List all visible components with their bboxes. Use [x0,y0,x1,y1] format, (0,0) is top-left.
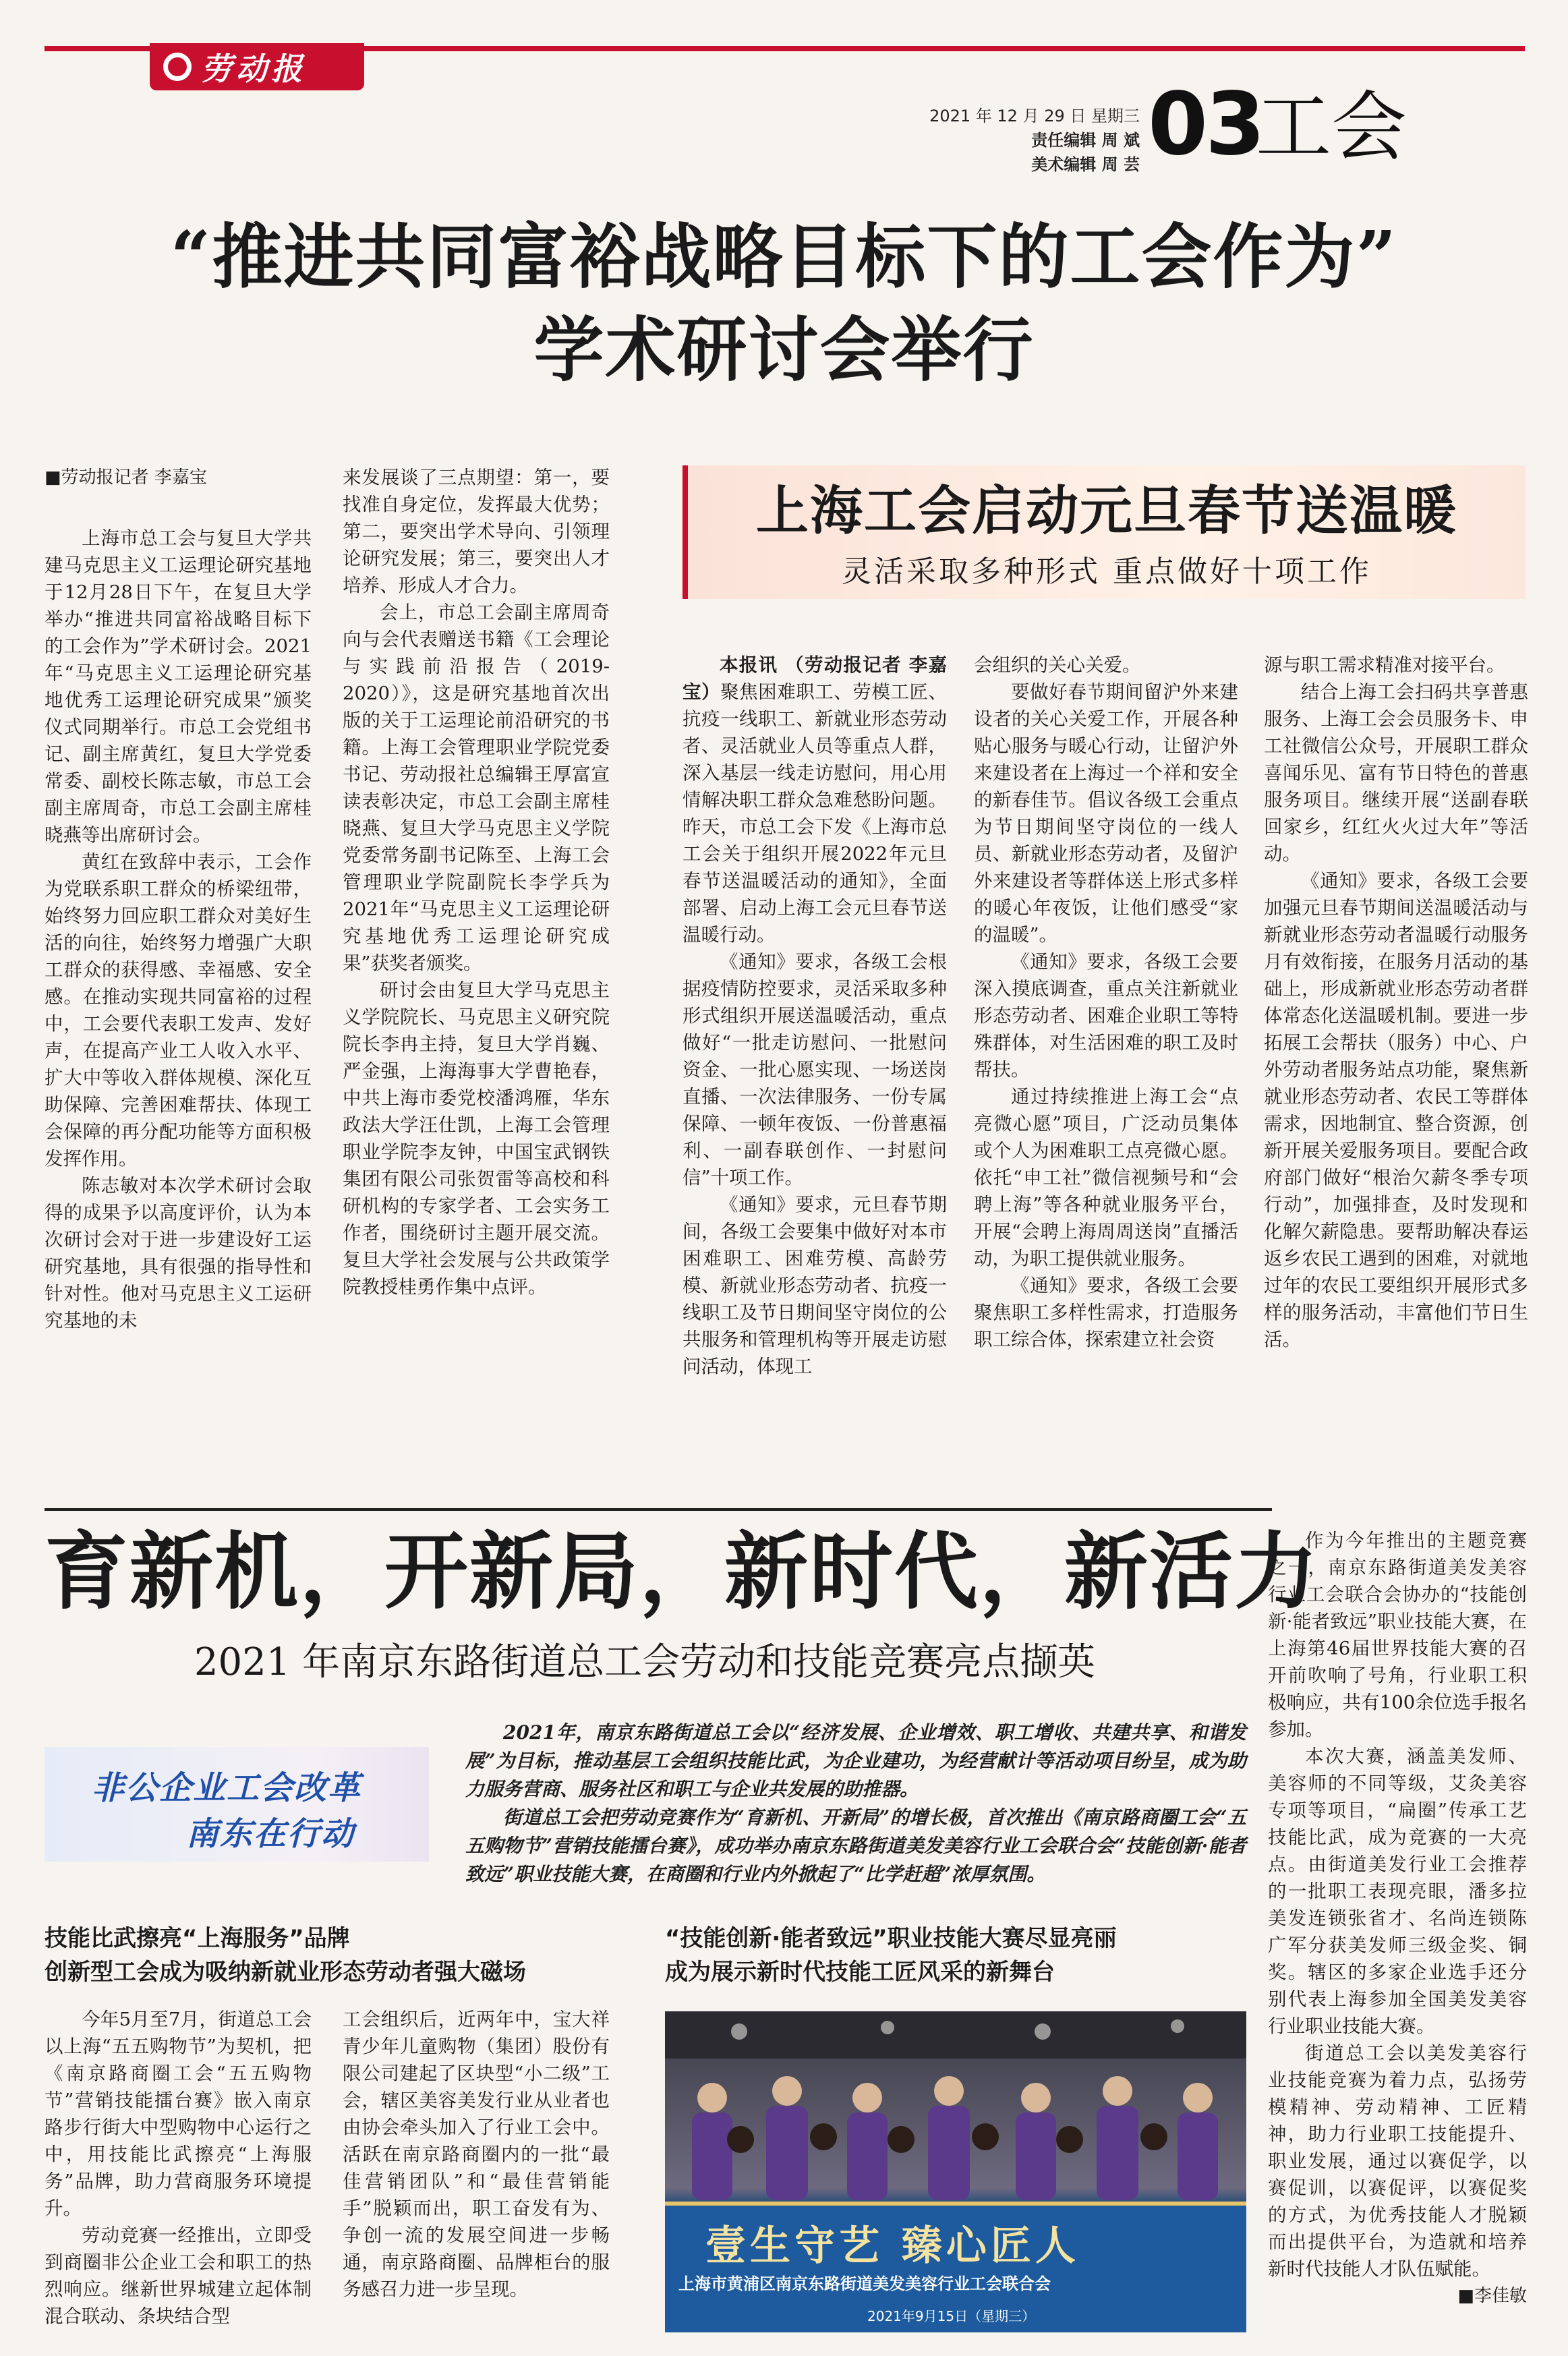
article2-byline: 本报讯 （劳动报记者 李嘉宝） [683,654,947,703]
article2-column-2 [974,652,1238,1353]
article3-subhead: 2021 年南京东路街道总工会劳动和技能竞赛亮点撷英 [194,1640,1096,1684]
competition-photo [665,2011,1246,2332]
article3-author-tag: ■李佳敏 [1457,2286,1527,2306]
article1-paragraph: 来发展谈了三点期望：第一，要找准自身定位，发挥最大优势；第二，要突出学术导向、引领理论研究发展；第三，要突出人才培养、形成人才合力。 [343,467,610,596]
article1-paragraph: 研讨会由复旦大学马克思主义学院院长、马克思主义研究院院长李冉主持，复旦大学肖巍、严金强，上海海事大学曹艳春，中共上海市委党校潘鸿雁，华东政法大学汪仕凯，上海工会管理职业学院李友钟，中国宝武钢铁集团有限公司张贺雷等高校和科研机构的专家学者、工会实务工作者，围绕研讨主题开展交流。复旦大学社会发展与公共政策学院教授桂勇作集中点评。 [343,979,610,1298]
article2-paragraph: 要做好春节期间留沪外来建设者的关心关爱工作，开展各种贴心服务与暖心行动，让留沪外来建设者在上海过一个祥和安全的新春佳节。倡议各级工会重点为节日期间坚守岗位的一线人员、新就业形态劳动者，及留沪外来建设者等群体送上形式多样的暖心年夜饭，让他们感受“家的温暖”。 [974,681,1238,946]
article2-headline: 上海工会启动元旦春节送温暖 [755,480,1457,542]
issue-date: 2021 年 12 月 29 日 星期三 [929,107,1140,125]
photo-banner-date: 2021年9月15日（星期三） [867,2308,1036,2324]
sub1-paragraph: 工会组织后，近两年中，宝大祥青少年儿童购物（集团）股份有限公司建起了区块型“小二级”工会，辖区美容美发行业从业者也由协会牵头加入了行业工会中。活跃在南京路商圈内的一批“最佳营销团队”和“最佳营销能手”脱颖而出，职工奋发有为、争创一流的发展空间进一步畅通，南京路商圈、品牌柜台的服务感召力进一步呈现。 [343,2009,610,2300]
article1-byline: ■劳动报记者 李嘉宝 [45,467,207,488]
sub1-column-2 [343,2006,610,2303]
article1-paragraph: 陈志敏对本次学术研讨会取得的成果予以高度评价，认为本次研讨会对于进一步建设好工运研究基地，具有很强的指导性和针对性。他对马克思主义工运研究基地的未 [45,1175,312,1331]
article2-paragraph: 结合上海工会扫码共享普惠服务、上海工会会员服务卡、申工社微信公众号，开展职工群众喜闻乐见、富有节日特色的普惠服务项目。继续开展“送副春联回家乡，红红火火过大年”等活动。 [1264,681,1528,865]
article1-column-1 [45,464,312,1334]
article3-right-paragraph: 作为今年推出的主题竞赛之一，南京东路街道美发美容行业工会联合会协办的“技能创新·能者致远”职业技能大赛，在上海第46届世界技能大赛的召开前吹响了号角，行业职工积极响应，共有100余位选手报名参加。 [1268,1530,1527,1740]
article3-right-paragraph: 本次大赛，涵盖美发师、美容师的不同等级，艾灸美容专项等项目，“扁圈”传承工艺技能比武，成为竞赛的一大亮点。由街道美发行业工会推荐的一批职工表现亮眼，潘多拉美发连锁张省才、名尚连锁陈广军分获美发师三级金奖、铜奖。辖区的多家企业选手还分别代表上海参加全国美发美容行业职业技能大赛。 [1268,1746,1527,2037]
article1-headline-line1: “推进共同富裕战略目标下的工会作为” [170,215,1398,298]
paper-logo-icon [163,53,192,81]
article1-paragraph: 黄红在致辞中表示，工会作为党联系职工群众的桥梁纽带，始终努力回应职工群众对美好生活的向往，始终努力增强广大职工群众的获得感、幸福感、安全感。在推动实现共同富裕的过程中，工会要代表职工发声、发好声，在提高产业工人收入水平、扩大中等收入群体规模、深化互助保障、完善困难帮扶、体现工会保障的再分配功能等方面积极发挥作用。 [45,851,312,1170]
badge-line-1: 非公企业工会改革 [92,1769,362,1807]
article3-right-paragraph: 街道总工会以美发美容行业技能竞赛为着力点，弘扬劳模精神、劳动精神、工匠精神，助力行业职工技能提升、职业发展，通过以赛促学，以赛促训，以赛促评，以赛促奖的方式，为优秀技能人才脱颖而出提供平台，为造就和培养新时代技能人才队伍赋能。 [1268,2042,1527,2280]
article2-paragraph: 《通知》要求，各级工会要深入摸底调查，重点关注新就业形态劳动者、困难企业职工等特殊群体，对生活困难的职工及时帮扶。 [974,951,1238,1081]
badge-line-2: 南东在行动 [186,1815,355,1853]
sub2-title-line2: 成为展示新时代技能工匠风采的新舞台 [665,1959,1055,1986]
article2-paragraph: 《通知》要求，各级工会要加强元旦春节期间送温暖活动与新就业形态劳动者温暖行动服务月有效衔接，在服务月活动的基础上，形成新就业形态劳动者群体常态化送温暖机制。要进一步拓展工会帮扶（服务）中心、户外劳动者服务站点功能，聚焦新就业形态劳动者、农民工等群体需求，因地制宜、整合资源，创新开展关爱服务项目。要配合政府部门做好“根治欠薪冬季专项行动”，加强排查，及时发现和化解欠薪隐患。要帮助解决春运返乡农民工遇到的困难，对就地过年的农民工要组织开展形式多样的服务活动，丰富他们节日生活。 [1264,870,1528,1350]
photo-banner-big-text: 壹生守艺 臻心匠人 [705,2222,1080,2270]
paper-name: 劳动报 [201,51,306,87]
article3-headline: 育新机，开新局，新时代，新活力 [45,1523,1320,1621]
article2-paragraph: 通过持续推进上海工会“点亮微心愿”项目，广泛动员集体或个人为困难职工点亮微心愿。依托“申工社”微信视频号和“会聘上海”等各种就业服务平台，开展“会聘上海周周送岗”直播活动，为职工提供就业服务。 [974,1086,1238,1269]
sub1-column-1 [45,2006,312,2330]
section-name: 工会 [1256,84,1407,171]
article2-paragraph: 《通知》要求，各级工会要聚焦职工多样性需求，打造服务职工综合体，探索建立社会资 [974,1275,1238,1350]
reform-badge [45,1747,429,1862]
article1-headline-line2: 学术研讨会举行 [533,308,1035,391]
article2-byline-paragraph [683,652,947,948]
art-editor: 美术编辑 周 芸 [1031,155,1140,174]
article3-right-column [1268,1527,1527,2309]
article3-intro-paragraph: 街道总工会把劳动竞赛作为“育新机、开新局”的增长极，首次推出《南京路商圈工会“五五购物节”营销技能擂台赛》，成功举办南京东路街道美发美容行业工会联合会“技能创新·能者致远”职业技能大赛，在商圈和行业内外掀起了“比学赶超”浓厚氛围。 [465,1806,1246,1885]
sub1-title-line2: 创新型工会成为吸纳新就业形态劳动者强大磁场 [45,1959,526,1986]
article3-intro-paragraph: 2021年，南京东路街道总工会以“经济发展、企业增效、职工增收、共建共享、和谐发展”为目标，推动基层工会组织技能比武，为企业建功，为经营献计等活动项目纷呈，成为助力服务营商、服务社区和职工与企业共发展的助推器。 [465,1721,1246,1800]
sub1-paragraph: 劳动竞赛一经推出，立即受到商圈非公企业工会和职工的热烈响应。继新世界城建立起体制混合联动、条块结合型 [45,2224,312,2327]
article1-column-2 [343,464,610,1300]
page-number: 03 [1148,74,1263,175]
sub2-title-line1: “技能创新·能者致远”职业技能大赛尽显亮丽 [665,1925,1117,1952]
article2-paragraph: 会组织的关心关爱。 [974,654,1141,676]
article2-paragraph: 《通知》要求，元旦春节期间，各级工会要集中做好对本市困难职工、困难劳模、高龄劳模、新就业形态劳动者、抗疫一线职工及节日期间坚守岗位的公共服务和管理机构等开展走访慰问活动，体现工 [683,1194,947,1377]
section-divider [45,1508,1272,1511]
sub1-title-line1: 技能比武擦亮“上海服务”品牌 [45,1925,350,1952]
article2-paragraph: 《通知》要求，各级工会根据疫情防控要求，灵活采取多种形式组织开展送温暖活动，重点做好“一批走访慰问、一批慰问资金、一批心愿实现、一场送岗直播、一次法律服务、一份专属保障、一顿年夜饭、一份普惠福利、一副春联创作、一封慰问信”十项工作。 [683,951,947,1188]
paper-logo-box [150,43,364,90]
article2-paragraph: 源与职工需求精准对接平台。 [1264,654,1505,676]
article2-column-1 [683,652,947,1380]
article1-paragraph: 会上，市总工会副主席周奇向与会代表赠送书籍《工会理论与实践前沿报告（2019-2020）》，这是研究基地首次出版的关于工运理论前沿研究的书籍。上海工会管理职业学院党委书记、劳动报社总编辑王厚富宣读表彰决定，市总工会副主席桂晓燕、复旦大学马克思主义学院党委常务副书记陈至、上海工会管理职业学院副院长李学兵为2021年“马克思主义工运理论研究基地优秀工运理论研究成果”获奖者颁奖。 [343,602,610,974]
responsible-editor: 责任编辑 周 斌 [1031,131,1140,150]
article2-column-3 [1264,652,1528,1353]
article3-intro [465,1719,1246,1889]
article2-subhead: 灵活采取多种形式 重点做好十项工作 [842,554,1372,589]
article1-paragraph: 上海市总工会与复旦大学共建马克思主义工运理论研究基地于12月28日下午，在复旦大学举办“推进共同富裕战略目标下的工会作为”学术研讨会。2021年“马克思主义工运理论研究基地优秀工运理论研究成果”颁奖仪式同期举行。市总工会党组书记、副主席黄红，复旦大学党委常委、副校长陈志敏，市总工会副主席周奇，市总工会副主席桂晓燕等出席研讨会。 [45,527,312,846]
sub1-paragraph: 今年5月至7月，街道总工会以上海“五五购物节”为契机，把《南京路商圈工会“五五购物节”营销技能擂台赛》嵌入南京路步行街大中型购物中心运行之中，用技能比武擦亮“上海服务”品牌，助力营商服务环境提升。 [45,2009,312,2219]
photo-banner-small-text: 上海市黄浦区南京东路街道美发美容行业工会联合会 [678,2274,1051,2293]
article2-headline-box [683,465,1526,599]
article2-paragraph: 聚焦困难职工、劳模工匠、抗疫一线职工、新就业形态劳动者、灵活就业人员等重点人群，深入基层一线走访慰问，用心用情解决职工群众急难愁盼问题。昨天，市总工会下发《上海市总工会关于组织开展2022年元旦春节送温暖活动的通知》，全面部署、启动上海工会元旦春节送温暖行动。 [683,681,948,946]
